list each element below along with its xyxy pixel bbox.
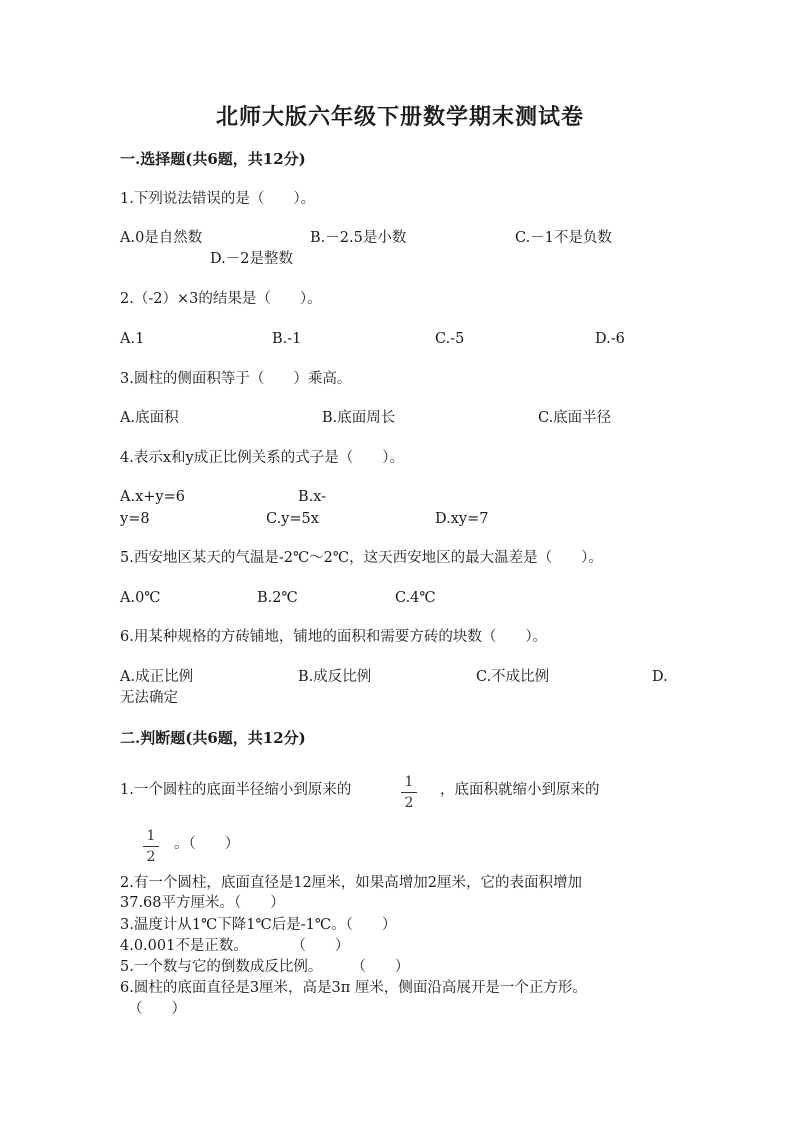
s1-q3-stem: 3.圆柱的侧面积等于（ ）乘高。: [120, 371, 352, 387]
s1-q1-option-b: B.－2.5是小数: [310, 230, 407, 246]
fraction-denominator: 2: [146, 849, 156, 865]
s2-q6-line2: （ ）: [128, 1001, 186, 1017]
s2-q2-line2: 37.68平方厘米。（ ）: [120, 895, 285, 911]
s1-q3-option-c: C.底面半径: [538, 410, 612, 426]
s1-q2-stem: 2.（-2）×3的结果是（ ）。: [120, 291, 322, 307]
fraction-one-half: [401, 774, 417, 811]
fraction-denominator: 2: [404, 795, 414, 811]
s1-q4-option-b-line2: y=8: [120, 511, 150, 527]
page-title: 北师大版六年级下册数学期末测试卷: [215, 104, 584, 130]
s1-q1-option-c: C.－1不是负数: [515, 230, 612, 246]
fraction-bar: [401, 792, 417, 793]
s1-q1-stem: 1.下列说法错误的是（ ）。: [120, 191, 316, 207]
fraction-one-half-2: [143, 828, 159, 865]
s2-q5: 5.一个数与它的倒数成反比例。 （ ）: [120, 959, 410, 975]
s1-q2-option-d: D.-6: [595, 331, 625, 347]
s2-q2-line1: 2.有一个圆柱，底面直径是12厘米，如果高增加2厘米，它的表面积增加: [120, 875, 583, 891]
s1-q3-option-a: A.底面积: [120, 410, 179, 426]
section1-heading: 一.选择题(共6题，共12分): [120, 150, 306, 168]
s2-q6-line1: 6.圆柱的底面直径是3厘米，高是3π 厘米，侧面沿高展开是一个正方形。: [120, 980, 587, 996]
s1-q2-option-c: C.-5: [435, 331, 465, 347]
s1-q1-option-a: A.0是自然数: [120, 230, 203, 246]
s2-q1-part1: 1.一个圆柱的底面半径缩小到原来的: [120, 782, 352, 798]
s1-q2-option-b: B.-1: [272, 331, 302, 347]
s1-q4-option-d: D.xy=7: [435, 511, 489, 527]
s2-q3: 3.温度计从1℃下降1℃后是-1℃。（ ）: [120, 917, 397, 933]
section2-heading: 二.判断题(共6题，共12分): [120, 729, 306, 747]
s1-q5-option-c: C.4℃: [395, 590, 436, 606]
s1-q4-option-a: A.x+y=6: [120, 489, 185, 505]
s1-q3-option-b: B.底面周长: [322, 410, 396, 426]
s1-q6-option-b: B.成反比例: [298, 669, 372, 685]
s1-q1-option-d: D.－2是整数: [210, 251, 293, 267]
s1-q5-stem: 5.西安地区某天的气温是-2℃～2℃，这天西安地区的最大温差是（ ）。: [120, 550, 603, 566]
s1-q6-option-d-prefix: D.: [652, 669, 668, 685]
s1-q4-option-c: C.y=5x: [266, 511, 319, 527]
s2-q1-part2: ，底面积就缩小到原来的: [440, 782, 600, 798]
s1-q4-option-b-line1: B.x-: [298, 489, 327, 505]
s1-q5-option-a: A.0℃: [120, 590, 161, 606]
fraction-bar: [143, 846, 159, 847]
s2-q1-tail: 。（ ）: [174, 836, 240, 852]
s1-q6-option-a: A.成正比例: [120, 669, 194, 685]
s1-q4-stem: 4.表示x和y成正比例关系的式子是（ ）。: [120, 450, 404, 466]
s1-q5-option-b: B.2℃: [257, 590, 298, 606]
s2-q4: 4.0.001不是正数。 （ ）: [120, 938, 350, 954]
s1-q6-option-c: C.不成比例: [476, 669, 550, 685]
s1-q2-option-a: A.1: [120, 331, 145, 347]
fraction-numerator: 1: [404, 774, 414, 790]
s1-q6-option-d-text: 无法确定: [120, 690, 178, 706]
fraction-numerator: 1: [146, 828, 156, 844]
s1-q6-stem: 6.用某种规格的方砖铺地，铺地的面积和需要方砖的块数（ ）。: [120, 629, 548, 645]
